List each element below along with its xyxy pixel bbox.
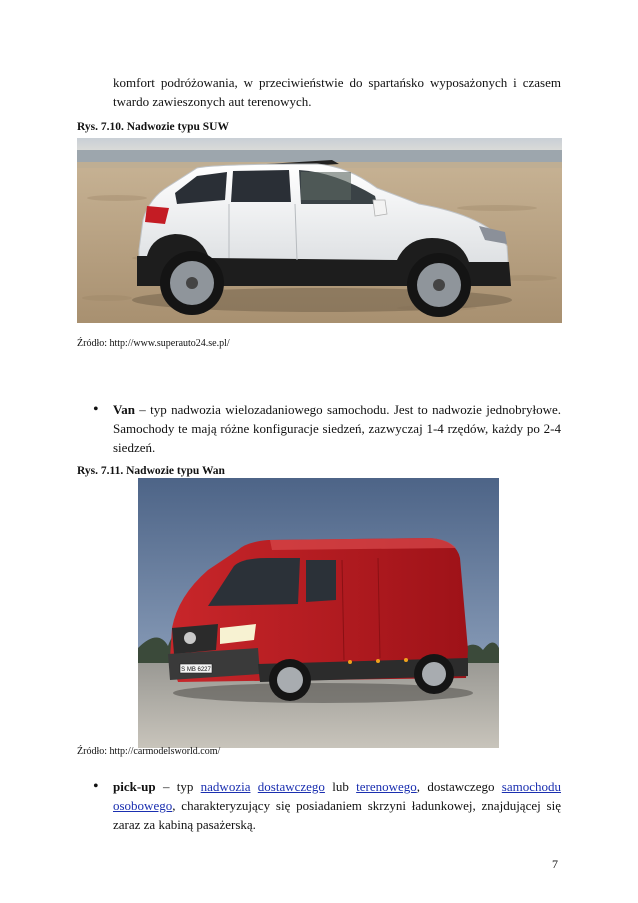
pickup-term: pick-up	[113, 779, 156, 794]
bullet-marker: •	[93, 778, 99, 795]
van-term: Van	[113, 402, 135, 417]
page-number: 7	[552, 857, 558, 871]
van-photo	[138, 478, 499, 748]
pickup-text: lub	[324, 779, 357, 794]
figure2-caption: Rys. 7.11. Nadwozie typu Wan	[77, 465, 225, 477]
van-definition	[113, 400, 561, 457]
continuation-paragraph: komfort podróżowania, w przeciwieństwie do spartańsko wyposażonych i czasem twardo zawieszonych aut terenowych.	[113, 75, 561, 109]
figure1-caption: Rys. 7.10. Nadwozie typu SUW	[77, 121, 229, 133]
van-text: – typ nadwozia wielozadaniowego samochodu. Jest to nadwozie jednobryłowe. Samochody te mają różne konfiguracje siedzeń, zazwyczaj 1-4 rzędów, każdy po 2-4 siedzeń.	[113, 402, 561, 455]
link-samochodu-osobowego[interactable]: samochodu osobowego	[113, 779, 561, 813]
suv-photo	[77, 138, 562, 323]
figure2-source: Źródło: http://carmodelsworld.com/	[77, 746, 221, 757]
pickup-definition	[113, 777, 561, 834]
figure1-source: Źródło: http://www.superauto24.se.pl/	[77, 338, 230, 349]
pickup-text: , dostawczego	[416, 779, 502, 794]
pickup-text: , charakteryzujący się posiadaniem skrzyni ładunkowej, znajdującej się zaraz za kabiną pasażerską.	[113, 798, 561, 832]
pickup-text: – typ	[155, 779, 201, 794]
license-plate: S MB 6227	[181, 667, 211, 673]
link-dostawczego[interactable]: dostawczego	[257, 779, 325, 794]
pickup-text	[250, 779, 257, 794]
link-nadwozia[interactable]: nadwozia	[200, 779, 251, 794]
bullet-marker: •	[93, 401, 99, 418]
link-terenowego[interactable]: terenowego	[356, 779, 417, 794]
